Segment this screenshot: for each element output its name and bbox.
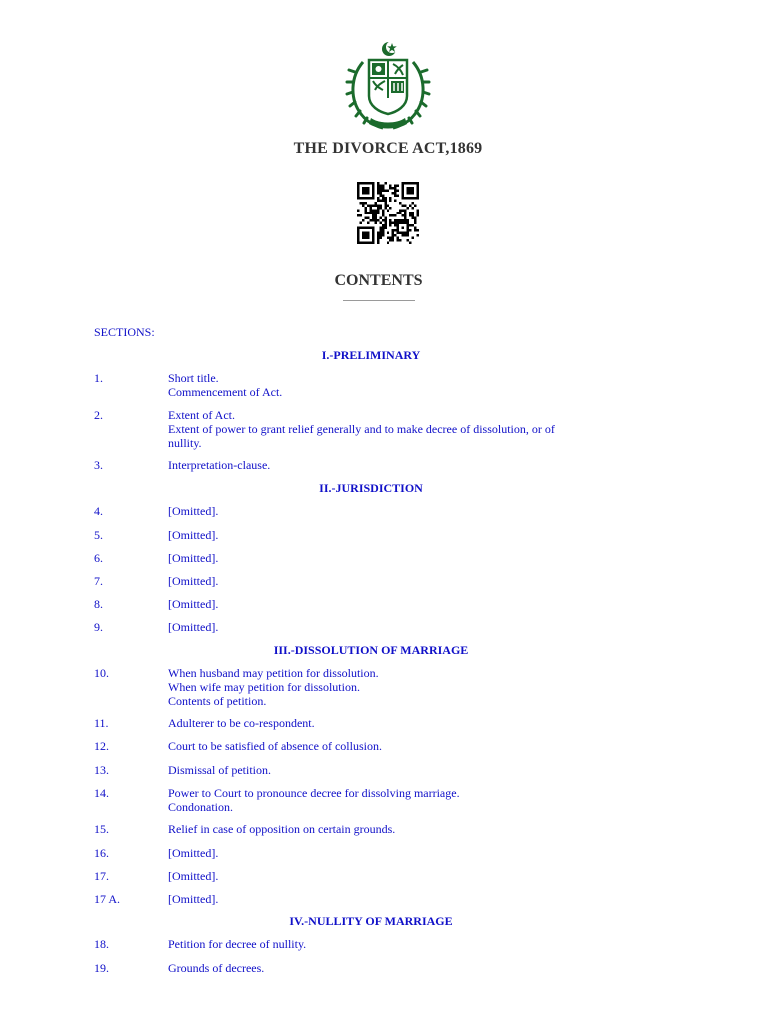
section-title[interactable]: Interpretation-clause. <box>168 458 271 472</box>
section-number: 2. <box>94 408 103 422</box>
part-heading-nullity-of-marriage[interactable]: IV.-NULLITY OF MARRIAGE <box>289 914 453 928</box>
section-title[interactable]: Court to be satisfied of absence of collusion. <box>168 739 382 753</box>
section-title[interactable]: Relief in case of opposition on certain grounds. <box>168 822 396 836</box>
section-title[interactable]: Adulterer to be co-respondent. <box>168 716 315 730</box>
section-title[interactable]: Commencement of Act. <box>168 385 283 399</box>
section-number: 17. <box>94 869 109 883</box>
section-number: 5. <box>94 528 103 542</box>
section-title[interactable]: Extent of Act. <box>168 408 235 422</box>
sections-label: SECTIONS: <box>94 325 155 339</box>
section-number: 8. <box>94 597 103 611</box>
section-title[interactable]: [Omitted]. <box>168 597 219 611</box>
section-title[interactable]: Short title. <box>168 371 219 385</box>
part-heading-preliminary[interactable]: I.-PRELIMINARY <box>321 348 421 362</box>
section-title[interactable]: Petition for decree of nullity. <box>168 937 307 951</box>
section-number: 12. <box>94 739 109 753</box>
section-title[interactable]: Extent of power to grant relief generally and to make decree of dissolution, or of nullity. <box>168 422 555 450</box>
part-heading-dissolution-of-marriage[interactable]: III.-DISSOLUTION OF MARRIAGE <box>273 643 469 657</box>
section-number: 18. <box>94 937 109 951</box>
qr-code-icon <box>357 182 419 244</box>
section-number: 10. <box>94 666 109 680</box>
part-heading-jurisdiction[interactable]: II.-JURISDICTION <box>319 481 423 495</box>
section-title[interactable]: [Omitted]. <box>168 892 219 906</box>
section-number: 4. <box>94 504 103 518</box>
document-title: THE DIVORCE ACT,1869 <box>293 140 483 157</box>
section-number: 6. <box>94 551 103 565</box>
section-title[interactable]: [Omitted]. <box>168 504 219 518</box>
section-title[interactable]: [Omitted]. <box>168 846 219 860</box>
section-title[interactable]: Contents of petition. <box>168 694 267 708</box>
section-title[interactable]: [Omitted]. <box>168 528 219 542</box>
section-number: 7. <box>94 574 103 588</box>
contents-divider <box>343 300 415 301</box>
section-title[interactable]: Dismissal of petition. <box>168 763 271 777</box>
contents-heading: CONTENTS <box>334 272 423 289</box>
section-number: 3. <box>94 458 103 472</box>
state-emblem-icon <box>345 40 431 132</box>
section-number: 17 A. <box>94 892 121 906</box>
section-number: 13. <box>94 763 109 777</box>
section-number: 14. <box>94 786 109 800</box>
section-title[interactable]: [Omitted]. <box>168 620 219 634</box>
section-number: 11. <box>94 716 109 730</box>
section-title[interactable]: [Omitted]. <box>168 869 219 883</box>
section-title[interactable]: When wife may petition for dissolution. <box>168 680 360 694</box>
section-title[interactable]: [Omitted]. <box>168 574 219 588</box>
section-title[interactable]: Power to Court to pronounce decree for dissolving marriage. <box>168 786 460 800</box>
section-number: 15. <box>94 822 109 836</box>
section-title[interactable]: When husband may petition for dissolution. <box>168 666 379 680</box>
section-title[interactable]: [Omitted]. <box>168 551 219 565</box>
section-title[interactable]: Condonation. <box>168 800 233 814</box>
section-title[interactable]: Grounds of decrees. <box>168 961 265 975</box>
section-number: 1. <box>94 371 103 385</box>
section-number: 9. <box>94 620 103 634</box>
section-number: 19. <box>94 961 109 975</box>
section-number: 16. <box>94 846 109 860</box>
